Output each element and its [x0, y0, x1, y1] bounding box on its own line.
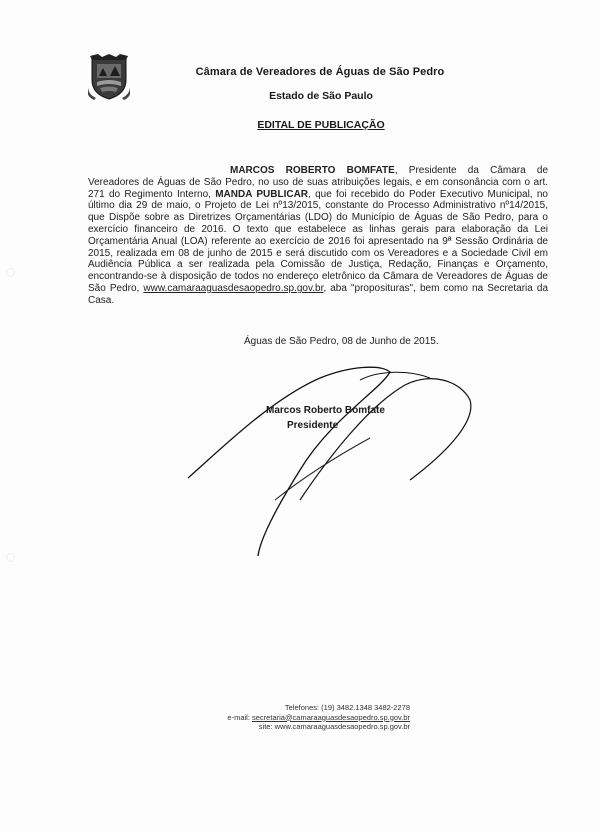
website-link[interactable]: www.camaraaguasdesaopedro.sp.gov.br: [143, 282, 324, 294]
punch-hole-mark: [6, 268, 15, 277]
handwritten-signature: [180, 360, 480, 560]
date-line: Águas de São Pedro, 08 de Junho de 2015.: [244, 336, 439, 347]
institution-name: Câmara de Vereadores de Águas de São Pedro: [195, 66, 445, 78]
footer-email-label: e-mail:: [227, 712, 253, 722]
body-text-part-1: , Presidente da Câmara de Vereadores de Águas de São Pedro, no uso de suas atribuições legais, e em consonância com o art. 271 do Regimento Interno,: [88, 165, 549, 200]
body-text-part-2: , que foi recebido do Poder Executivo Municipal, no último dia 29 de maio, o Projeto de Lei nº13/2015, constante do Processo Administrativo nº14/2015, que Dispõe sobre as Diretrizes Orçamentárias (LDO) do Município de Águas de São Pedro, para o exercício financeiro de 2016. O texto que estabelece as linhas gerais para elaboração da Lei Orçamentária Anual (LOA) referente ao exercício de 2016 foi apresentado na 9ª Sessão Ordinária de 2015, realizada em 08 de junho de 2015 e será discutido com os Vereadores e a Sociedade Civil em Audiência Pública a ser realizada pela Comissão de Justiça, Redação, Finanças e Orçamento, encontrando-se à disposição de todos no endereço eletrônico da Câmara de Vereadores de Águas de São Pedro,: [88, 188, 548, 294]
action-text: MANDA PUBLICAR: [215, 188, 309, 200]
footer-site: site: www.camaraaguasdesaopedro.sp.gov.br: [258, 722, 410, 731]
signatory-role: Presidente: [287, 420, 339, 431]
signatory-name: Marcos Roberto Bomfate: [266, 405, 385, 416]
president-name: MARCOS ROBERTO BOMFATE: [230, 165, 395, 176]
footer-phones: Telefones: (19) 3482.1348 3482-2278: [284, 703, 410, 712]
notice-body: [88, 165, 548, 307]
body-text-part-3: , aba "proposituras", bem como na Secretaria da Casa.: [88, 282, 549, 306]
footer-email-line: [190, 713, 410, 723]
state-name: Estado de São Paulo: [269, 90, 373, 102]
document-title: EDITAL DE PUBLICAÇÃO: [257, 119, 385, 131]
footer-contact: [190, 703, 410, 732]
punch-hole-mark: [6, 553, 15, 562]
footer-email-link[interactable]: secretaria@camaraaguasdesaopedro.sp.gov.br: [252, 712, 410, 722]
